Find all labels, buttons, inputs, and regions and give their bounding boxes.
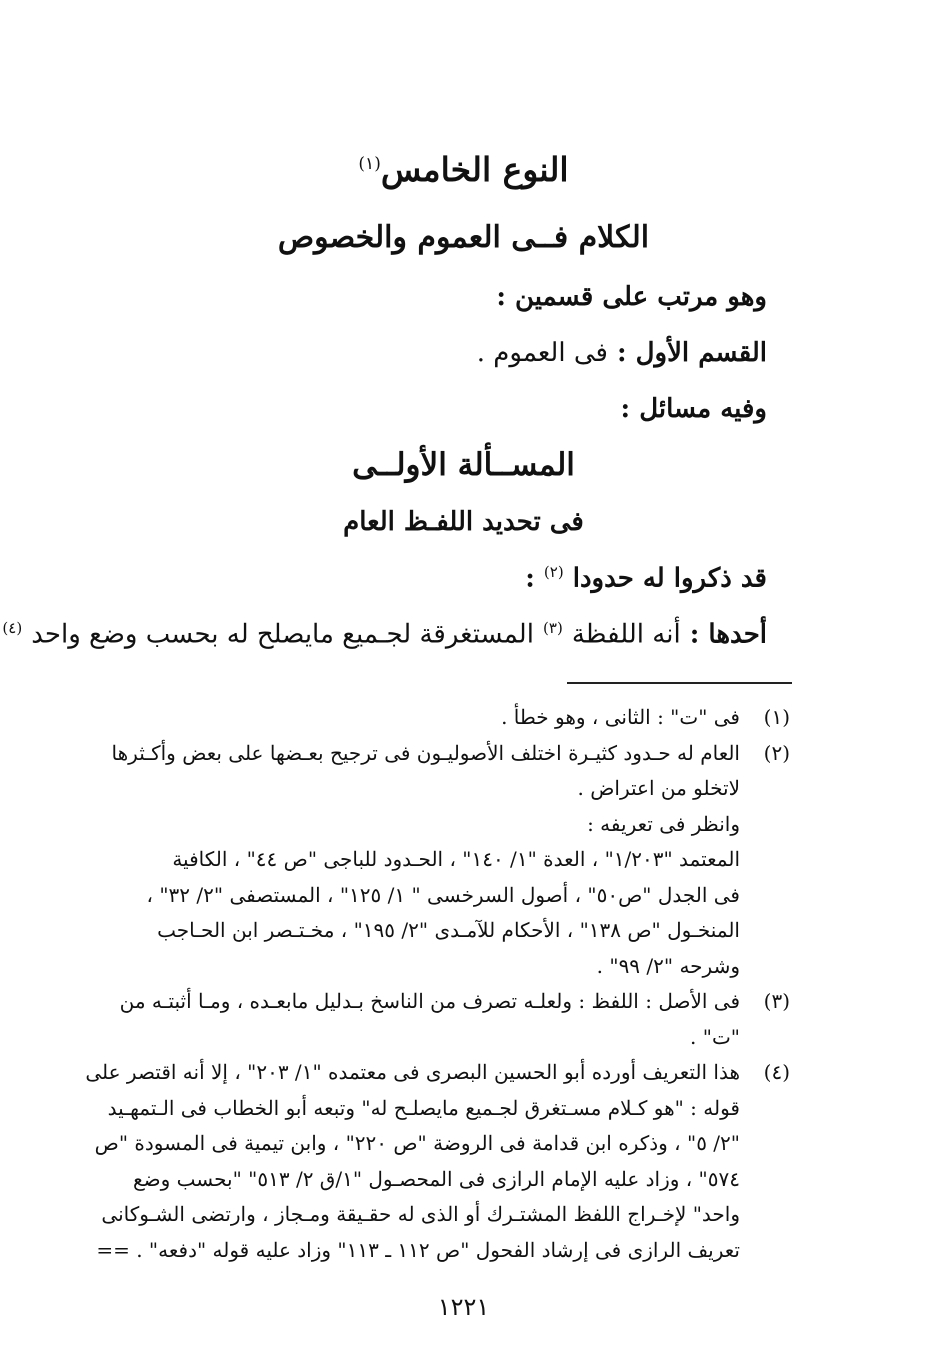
definitions-intro-footnote-ref: (٢) xyxy=(543,563,564,581)
first-definition-text-b: المستغرقة لجـميع مايصلح له بحسب وضع واحد xyxy=(31,619,534,650)
first-definition-footnote-ref-2: (٤) xyxy=(2,619,23,637)
footnote-number: (١) xyxy=(763,705,790,729)
footnote-line: العام له حـدود كثيـرة اختلف الأصوليـون فى ترجيح بعـضها على بعض وأكـثرها xyxy=(111,740,740,765)
section-text: فى العموم . xyxy=(476,338,608,368)
footnote-line: المنخـول "ص ١٣٨" ، الأحكام للآمـدى "٢/ ١٩٥" ، مخـتـصر ابن الحـاجب xyxy=(157,918,740,942)
footnote-line: هذا التعريف أورده أبو الحسين البصرى فى معتمده "١/ ٢٠٣" ، إلا أنه اقتصر على xyxy=(85,1060,740,1084)
definitions-intro xyxy=(525,563,767,594)
intro-line: وهو مرتب على قسمين : xyxy=(496,282,767,312)
footnote-line: "٢/ ٥" ، وذكره ابن قدامة فى الروضة "ص ٢٢٠" ، وابن تيمية فى المسودة "ص xyxy=(94,1131,740,1155)
footnote-number: (٤) xyxy=(763,1060,790,1084)
footnote-line: وانظر فى تعريفه : xyxy=(587,811,740,836)
section-line xyxy=(477,338,767,368)
footnote-line: فى الجدل "ص٥٠" ، أصول السرخسى " ١/ ١٢٥" ، المستصفى "٢/ ٣٢" ، xyxy=(146,882,740,907)
first-definition-label: أحدها : xyxy=(689,619,767,650)
footnote-line: فى الأصل : اللفظ : ولعلـه تصرف من الناسخ بـدليل مابعـده ، ومـا أثبتـه من xyxy=(119,989,740,1013)
definitions-intro-text: قد ذكروا له حدودا xyxy=(572,563,767,594)
footnote-4 xyxy=(76,1055,790,1268)
chapter-title-text: النوع الخامس xyxy=(380,150,569,189)
footnote-line: ٥٧٤" ، وزاد عليه الإمام الرازى فى المحصـول "١/ق ٢/ ٥١٣" "بحسب وضع xyxy=(133,1166,740,1191)
footnote-number: (٣) xyxy=(763,989,790,1013)
footnote-separator xyxy=(567,682,792,684)
section-label: القسم الأول : xyxy=(617,338,767,368)
chapter-title-footnote-ref: (١) xyxy=(358,154,381,174)
footnote-line: قوله : "هو كـلام مسـتغرق لجـميع مايصلـح له" وتبعه أبو الخطاب فى الـتمهـيد xyxy=(107,1095,740,1120)
first-definition xyxy=(2,619,767,650)
footnote-2 xyxy=(76,736,790,985)
footnote-number: (٢) xyxy=(763,740,790,765)
chapter-title xyxy=(0,150,927,189)
definitions-intro-end: : xyxy=(525,563,535,594)
chapter-subtitle: الكلام فــى العموم والخصوص xyxy=(277,220,650,255)
footnote-line: لاتخلو من اعتراض . xyxy=(577,776,740,800)
issue-subtitle: فى تحديد اللفـظ العام xyxy=(343,507,584,537)
first-definition-text-a: أنه اللفظة xyxy=(571,619,681,650)
issue-title: المســألة الأولــى xyxy=(352,447,575,483)
footnotes xyxy=(76,700,790,1268)
footnote-line: "ت" . xyxy=(690,1024,740,1049)
first-definition-footnote-ref: (٣) xyxy=(543,619,563,637)
footnote-line: تعريف الرازى فى إرشاد الفحول "ص ١١٢ ـ ١١٣" وزاد عليه قوله "دفعه" . == xyxy=(96,1237,740,1262)
footnote-1 xyxy=(76,700,790,736)
page-number: ١٢٢١ xyxy=(437,1293,490,1321)
footnote-line: فى "ت" : الثانى ، وهو خطأ . xyxy=(501,705,740,729)
footnote-line: وشرحه "٢/ ٩٩" . xyxy=(596,953,740,978)
footnote-line: واحد" لإخـراج اللفظ المشتـرك أو الذى له حقـيقة ومـجاز ، وارتضى الشـوكانى xyxy=(101,1202,740,1226)
issues-line: وفيه مسائل : xyxy=(620,394,767,424)
footnote-3 xyxy=(76,984,790,1055)
footnote-line: المعتمد "١/٢٠٣" ، العدة "١/ ١٤٠" ، الحـدود للباجى "ص ٤٤" ، الكافية xyxy=(172,847,740,871)
